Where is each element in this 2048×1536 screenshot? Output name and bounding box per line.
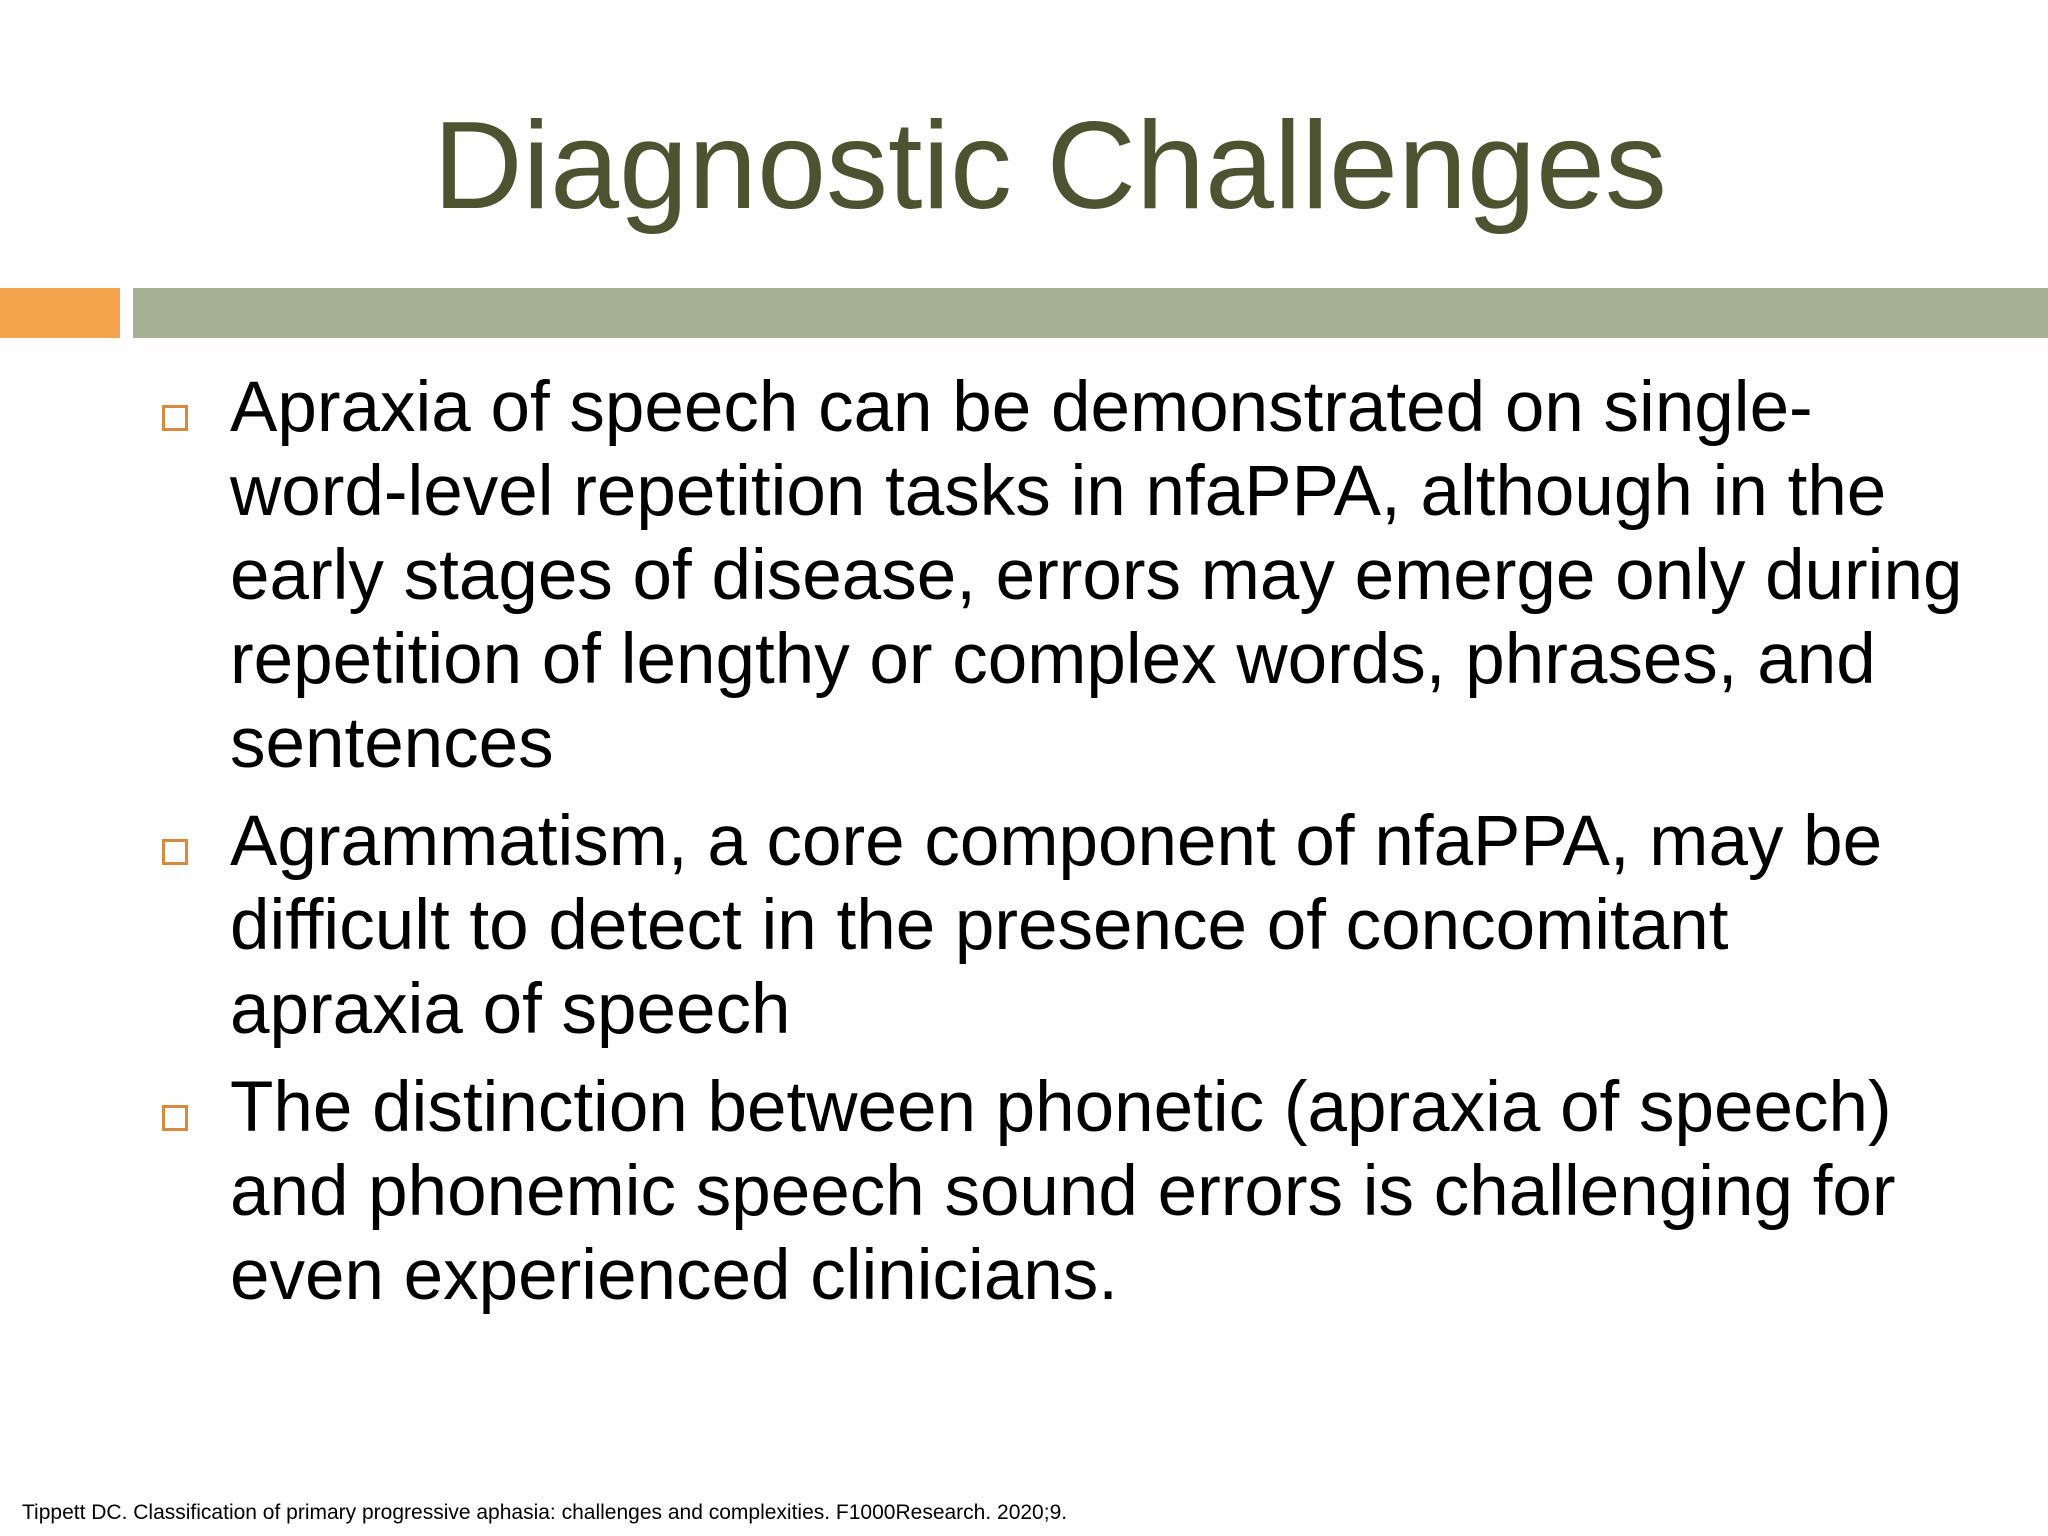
citation: Tippett DC. Classification of primary progressive aphasia: challenges and complexities. F1000Research. 2020;9. <box>22 1501 1068 1524</box>
bullet-item <box>0 1066 1980 1318</box>
hollow-square-icon <box>162 839 188 865</box>
bullet-text: Apraxia of speech can be demonstrated on single-word-level repetition tasks in nfaPPA, although in the early stages of disease, errors may emerge only during repetition of lengthy or complex words, phrases, and sentences <box>230 368 1963 783</box>
title-divider-bar <box>133 288 2048 338</box>
title-accent-bar <box>0 288 120 338</box>
hollow-square-icon <box>162 405 188 431</box>
bullet-item <box>0 800 1980 1052</box>
bullet-text: Agrammatism, a core component of nfaPPA, may be difficult to detect in the presence of concomitant apraxia of speech <box>230 802 1883 1049</box>
bullet-item <box>0 366 1980 786</box>
bullet-list <box>0 366 2048 1332</box>
hollow-square-icon <box>162 1105 188 1131</box>
slide-title: Diagnostic Challenges <box>433 97 1667 235</box>
bullet-text: The distinction between phonetic (apraxia of speech) and phonemic speech sound errors is challenging for even experienced clinicians. <box>230 1068 1896 1315</box>
